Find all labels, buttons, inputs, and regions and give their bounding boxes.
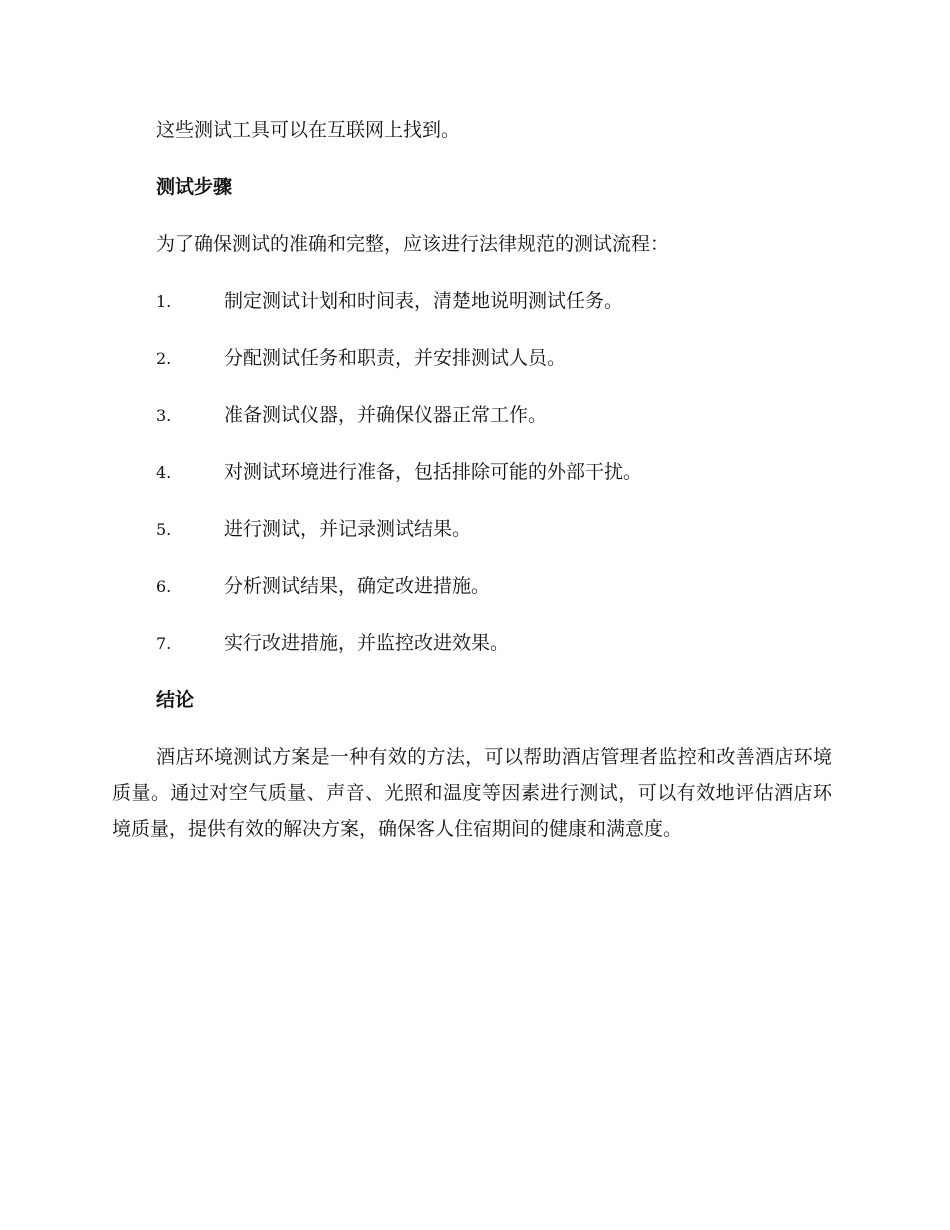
list-item-text: 制定测试计划和时间表，清楚地说明测试任务。 (224, 290, 624, 312)
list-item-text: 对测试环境进行准备，包括排除可能的外部干扰。 (224, 461, 643, 483)
list-item (112, 568, 832, 604)
spacer (112, 661, 832, 682)
list-item-number: 4. (156, 463, 172, 482)
spacer (112, 148, 832, 169)
document-body (112, 112, 832, 847)
list-item (112, 340, 832, 376)
list-item (112, 397, 832, 433)
list-item-number: 2. (156, 349, 172, 368)
list-item-text: 进行测试，并记录测试结果。 (224, 518, 472, 540)
spacer (112, 262, 832, 283)
list-item-number: 3. (156, 406, 172, 425)
list-item-number: 1. (156, 292, 172, 311)
list-item (112, 625, 832, 661)
spacer (112, 718, 832, 739)
list-item-number: 6. (156, 577, 172, 596)
steps-heading: 测试步骤 (156, 176, 233, 198)
list-item (112, 283, 832, 319)
conclusion-paragraph: 酒店环境测试方案是一种有效的方法，可以帮助酒店管理者监控和改善酒店环境质量。通过对空气质量、声音、光照和温度等因素进行测试，可以有效地评估酒店环境质量，提供有效的解决方案，确保客人住宿期间的健康和满意度。 (112, 746, 832, 840)
list-item (112, 454, 832, 490)
list-item-text: 分配测试任务和职责，并安排测试人员。 (224, 347, 567, 369)
steps-intro-paragraph: 为了确保测试的准确和完整，应该进行法律规范的测试流程： (156, 233, 670, 255)
list-item-text: 实行改进措施，并监控改进效果。 (224, 632, 510, 654)
spacer (112, 205, 832, 226)
intro-paragraph: 这些测试工具可以在互联网上找到。 (156, 119, 461, 141)
steps-list (112, 283, 832, 661)
list-item-number: 5. (156, 520, 172, 539)
list-item (112, 511, 832, 547)
list-item-text: 准备测试仪器，并确保仪器正常工作。 (224, 404, 548, 426)
list-item-number: 7. (156, 634, 172, 653)
conclusion-heading: 结论 (156, 689, 195, 711)
list-item-text: 分析测试结果，确定改进措施。 (224, 575, 491, 597)
